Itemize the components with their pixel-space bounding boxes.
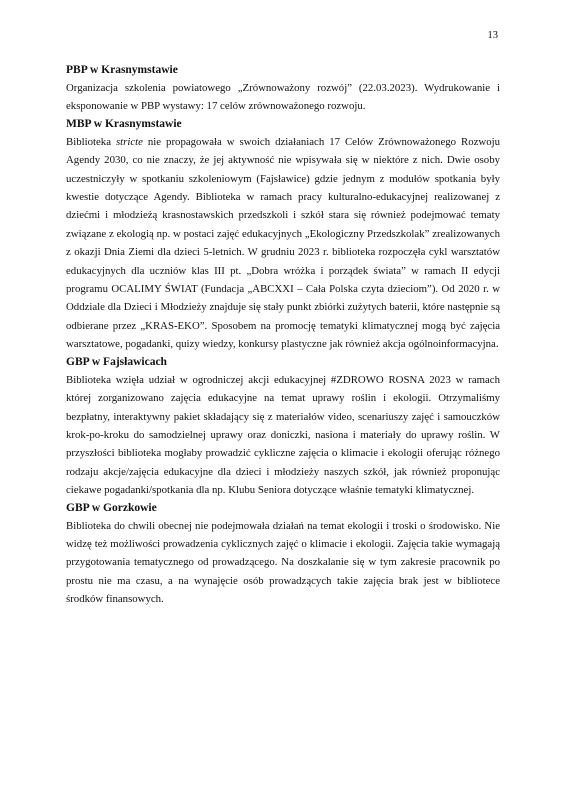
section-paragraph-pbp: Organizacja szkolenia powiatowego „Zrównoważony rozwój” (22.03.2023). Wydrukowanie i eksponowanie w PBP wystawy: 17 celów zrównoważonego rozwoju.	[66, 82, 500, 113]
section-title-mbp: MBP w Krasnymstawie	[66, 117, 182, 130]
page-number: 13	[487, 30, 498, 41]
section-paragraph-gorzkow: Biblioteka do chwili obecnej nie podejmowała działań na temat ekologii i troski o środowisko. Nie widzę też możliwości prowadzenia cyklicznych zajęć o klimacie i ekologii. Zajęcia takie wymagają przygotowania tematycznego od prowadzącego. Na doszkalanie się w tym zakresie pracownik po prostu nie ma czasu, a na wynajęcie osób prowadzących takie zajęcia brak jest w bibliotece środków finansowych.	[66, 519, 500, 606]
section-title-pbp: PBP w Krasnymstawie	[66, 64, 178, 76]
section-paragraph-mbp	[66, 133, 500, 354]
section-title-gorzkow: GBP w Gorzkowie	[66, 501, 157, 514]
paragraph-text: nie propagowała w swoich działaniach 17 Celów Zrównoważonego Rozwoju Agendy 2030, co nie znaczy, że jej aktywność nie wpisywała się w niektóre z nich. Dwie osoby uczestniczyły w spotkaniu szkoleniowym (Fajsławice) gdzie jednym z modułów spotkania były kwestie dotyczące Agendy. Biblioteka w ramach pracy kulturalno-edukacyjnej realizowanej z dziećmi i młodzieżą krasnostawskich przedszkoli i szkół stara się również podejmować tematy związane z ekologią np. w postaci zajęć edukacyjnych „Ekologiczny Przedszkolak” zrealizowanych z okazji Dnia Ziemi dla dzieci 5-letnich. W grudniu 2023 r. biblioteka rozpoczęła cykl warsztatów edukacyjnych dla uczniów klas III pt. „Dobra wróżka i porządek świata” w ramach II edycji programu OCALIMY ŚWIAT (Fundacja „ABCXXI – Cała Polska czyta dzieciom”). Od 2020 r. w Oddziale dla Dzieci i Młodzieży znajduje się stały punkt zbiórki zużytych baterii, które następnie są odbierane przez „KRAS-EKO”. Sposobem na promocję tematyki klimatycznej mogą być zajęcia warsztatowe, pogadanki, quizy wiedzy, konkursy plastyczne jak również akcja ogólnoinformacyjna.	[66, 135, 500, 351]
section-title-fajslawice: GBP w Fajsławicach	[66, 355, 167, 368]
paragraph-text: Biblioteka	[66, 135, 116, 148]
document-body	[66, 62, 500, 609]
italic-term: stricte	[115, 135, 143, 148]
section-paragraph-fajslawice: Biblioteka wzięła udział w ogrodniczej akcji edukacyjnej #ZDROWO ROSNA 2023 w ramach której zorganizowano zajęcia edukacyjne na temat uprawy roślin i ekologii. Otrzymaliśmy bezpłatny, interaktywny pakiet składający się z materiałów video, scenariuszy zajęć i samouczków krok-po-kroku do samodzielnej uprawy oraz doniczki, nasiona i materiały do uprawy roślin. W przyszłości biblioteka mogłaby prowadzić cykliczne zajęcia o klimacie i ekologii oferując różnego rodzaju akcje/zajęcia edukacyjne dla dzieci i młodzieży naszych szkół, jak również proponując ciekawe pogadanki/spotkania dla np. Klubu Seniora dotyczące właśnie tematyki klimatycznej.	[66, 373, 500, 497]
